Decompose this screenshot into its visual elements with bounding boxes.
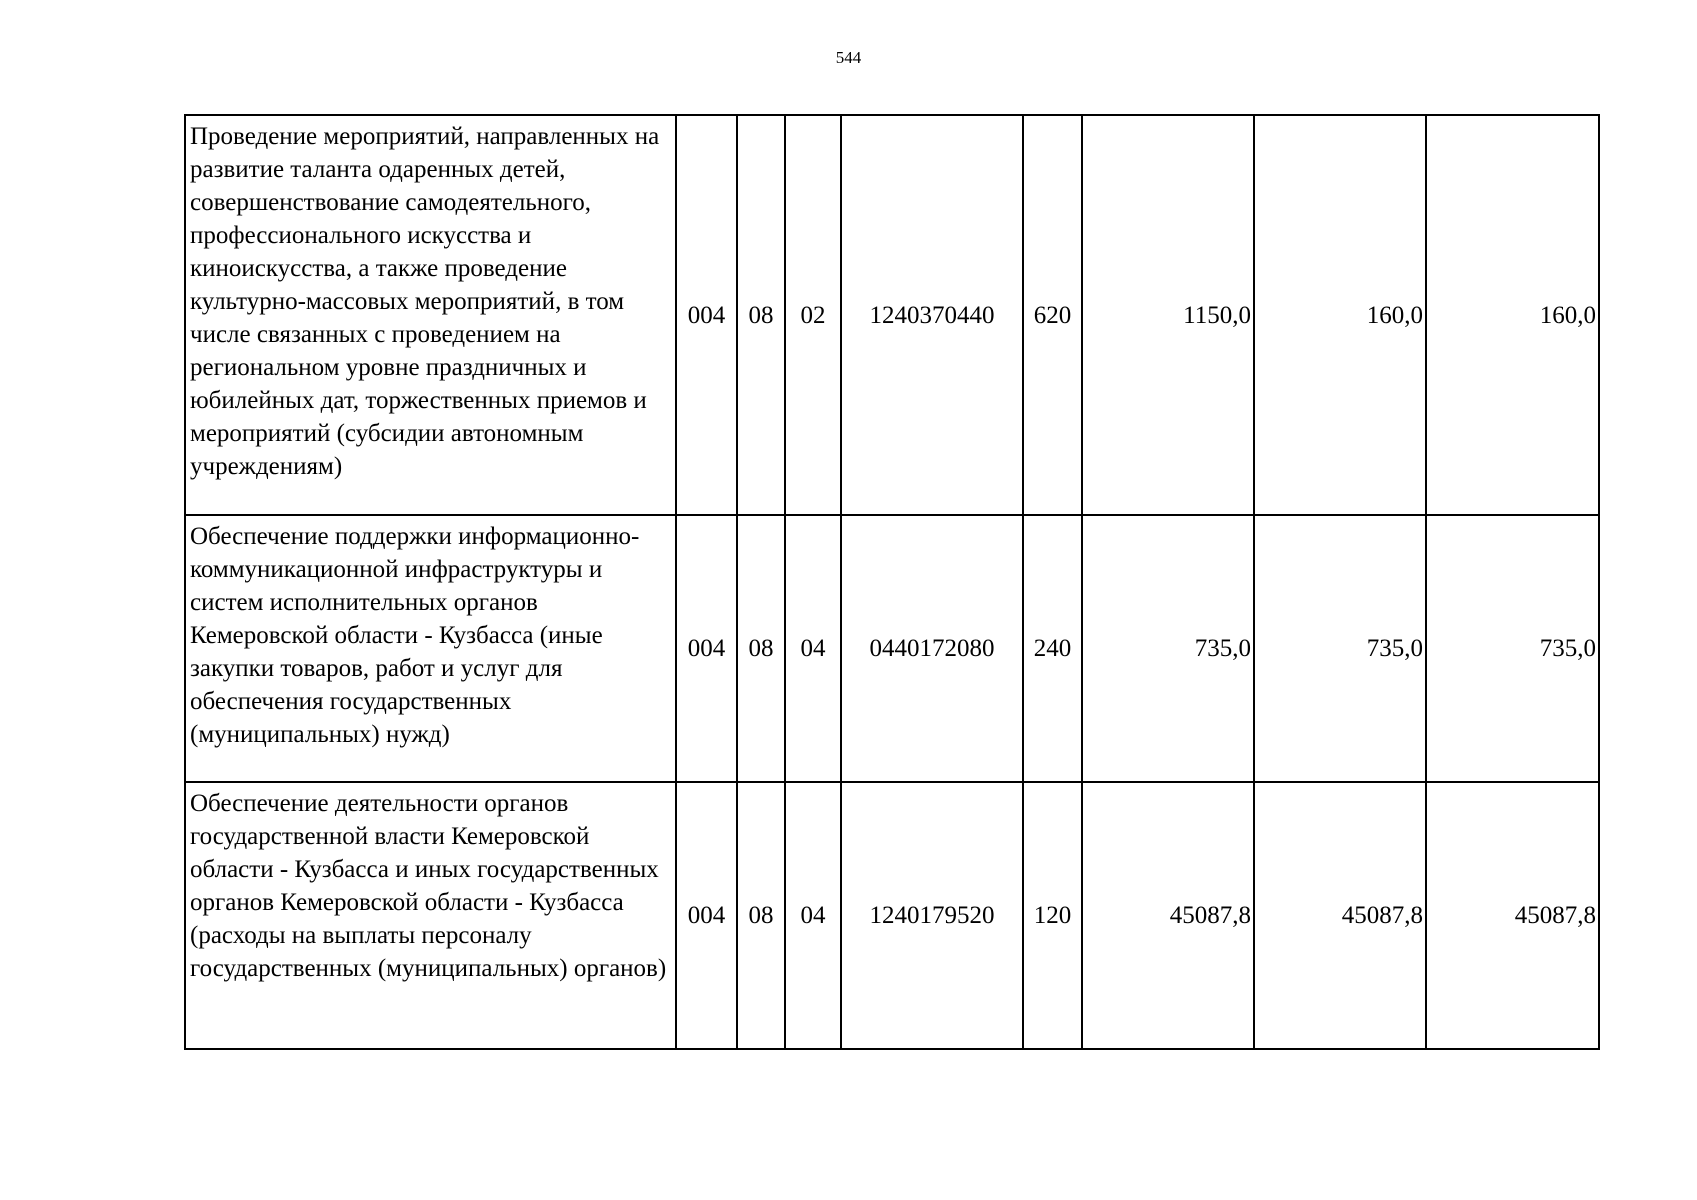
expense-type-code: 240: [1023, 515, 1082, 782]
table-row: [185, 782, 1599, 1049]
target-article-code: 0440172080: [841, 515, 1023, 782]
table-row: [185, 115, 1599, 515]
subsection-code: 04: [785, 782, 841, 1049]
section-code: 08: [737, 782, 785, 1049]
table-row: [185, 515, 1599, 782]
expense-type-code: 120: [1023, 782, 1082, 1049]
expense-type-code: 620: [1023, 115, 1082, 515]
row-description: Проведение мероприятий, направленных на развитие таланта одаренных детей, совершенствование самодеятельного, профессионального искусства и киноискусства, а также проведение культурно-массовых мероприятий, в том числе связанных с проведением на региональном уровне праздничных и юбилейных дат, торжественных приемов и мероприятий (субсидии автономным учреждениям): [185, 115, 676, 515]
section-code: 08: [737, 115, 785, 515]
budget-table: [184, 114, 1600, 1050]
amount-1: 45087,8: [1082, 782, 1254, 1049]
subsection-code: 04: [785, 515, 841, 782]
target-article-code: 1240370440: [841, 115, 1023, 515]
row-description: Обеспечение деятельности органов государственной власти Кемеровской области - Кузбасса и иных государственных органов Кемеровской области - Кузбасса (расходы на выплаты персоналу государственных (муниципальных) органов): [185, 782, 676, 1049]
ministry-code: 004: [676, 515, 737, 782]
amount-3: 735,0: [1426, 515, 1599, 782]
amount-2: 735,0: [1254, 515, 1426, 782]
amount-2: 45087,8: [1254, 782, 1426, 1049]
amount-2: 160,0: [1254, 115, 1426, 515]
row-description: Обеспечение поддержки информационно-коммуникационной инфраструктуры и систем исполнительных органов Кемеровской области - Кузбасса (иные закупки товаров, работ и услуг для обеспечения государственных (муниципальных) нужд): [185, 515, 676, 782]
ministry-code: 004: [676, 782, 737, 1049]
page-number: 544: [835, 48, 862, 67]
amount-3: 45087,8: [1426, 782, 1599, 1049]
subsection-code: 02: [785, 115, 841, 515]
ministry-code: 004: [676, 115, 737, 515]
amount-1: 1150,0: [1082, 115, 1254, 515]
target-article-code: 1240179520: [841, 782, 1023, 1049]
section-code: 08: [737, 515, 785, 782]
amount-3: 160,0: [1426, 115, 1599, 515]
amount-1: 735,0: [1082, 515, 1254, 782]
